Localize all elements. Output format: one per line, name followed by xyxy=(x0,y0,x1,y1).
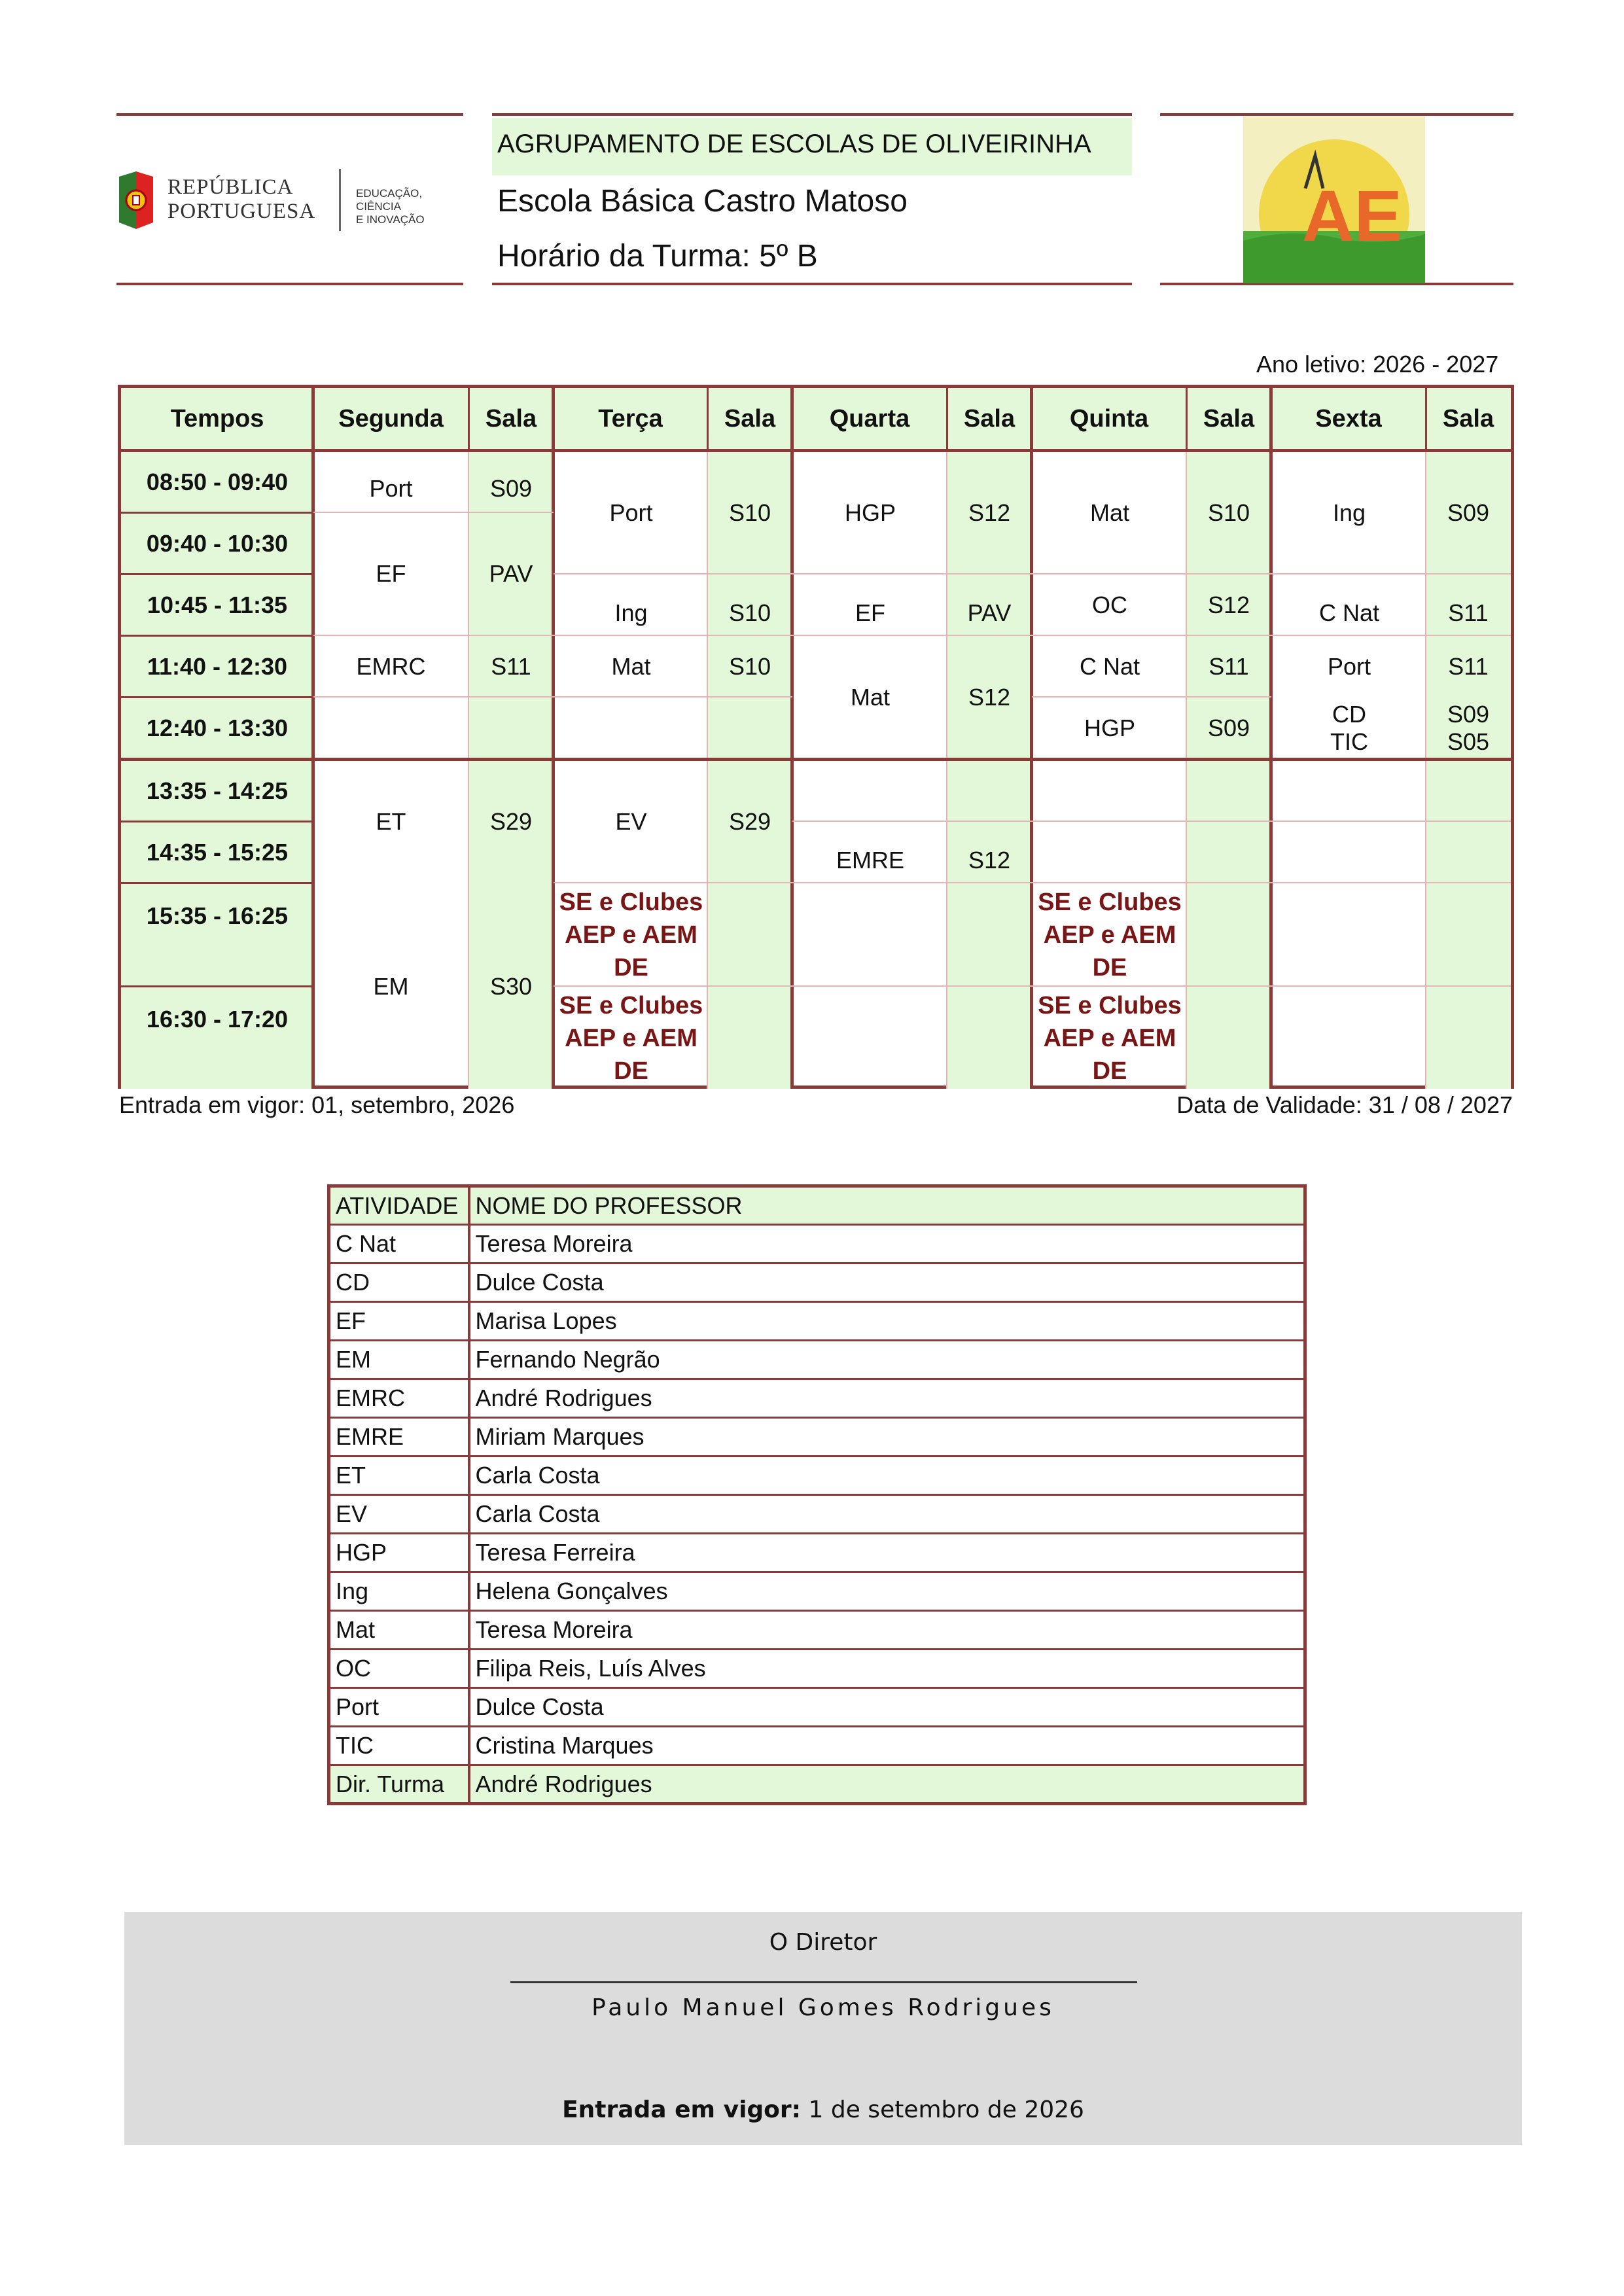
time-slot: 16:30 - 17:20 xyxy=(121,987,313,1089)
time-slot: 08:50 - 09:40 xyxy=(121,452,313,512)
activity-cell xyxy=(555,987,707,1089)
republica-portuguesa-logo xyxy=(116,164,463,236)
class-cell: ET xyxy=(376,807,406,835)
time-slot: 09:40 - 10:30 xyxy=(121,514,313,573)
school-logo-icon xyxy=(1243,116,1425,283)
activity-code: Port xyxy=(329,1688,469,1727)
entry-value: 1 de setembro de 2026 xyxy=(808,2096,1084,2123)
header-sala-5: Sala xyxy=(1426,388,1511,449)
rp-logo-line2: PORTUGUESA xyxy=(168,200,316,223)
activity-code: Ing xyxy=(329,1572,469,1611)
header-sala-3: Sala xyxy=(947,388,1032,449)
activity-line: AEP e AEM xyxy=(565,921,697,949)
table-row xyxy=(329,1263,1305,1302)
room-cell: S11 xyxy=(1448,652,1489,680)
teacher-name: Carla Costa xyxy=(469,1457,1305,1495)
activity-code: ET xyxy=(329,1457,469,1495)
class-cell: OC xyxy=(1092,591,1127,618)
class-cell: C Nat xyxy=(1079,652,1140,680)
table-row xyxy=(329,1688,1305,1727)
activity-line: SE e Clubes xyxy=(1038,991,1182,1019)
activity-code: EMRC xyxy=(329,1379,469,1418)
teacher-name: Helena Gonçalves xyxy=(469,1572,1305,1611)
header-sala-4: Sala xyxy=(1186,388,1271,449)
room-cell: S10 xyxy=(728,652,771,680)
activity-cell xyxy=(1033,884,1186,985)
table-header-row xyxy=(329,1186,1305,1225)
class-cell: Mat xyxy=(611,652,651,680)
entry-into-force-footer xyxy=(124,2096,1522,2123)
entry-into-force: Entrada em vigor: 01, setembro, 2026 xyxy=(119,1091,515,1118)
time-slot: 12:40 - 13:30 xyxy=(121,698,313,758)
class-cell: Mat xyxy=(1089,499,1129,526)
school-logo-text: AE xyxy=(1302,176,1402,256)
validity-date: Data de Validade: 31 / 08 / 2027 xyxy=(1176,1091,1513,1118)
table-row xyxy=(329,1302,1305,1341)
director-name: Paulo Manuel Gomes Rodrigues xyxy=(591,1994,1055,2021)
activity-code: EM xyxy=(329,1341,469,1379)
entry-label: Entrada em vigor: xyxy=(562,2096,802,2123)
header-sexta: Sexta xyxy=(1271,388,1426,449)
activity-code: Mat xyxy=(329,1611,469,1650)
director-name: André Rodrigues xyxy=(469,1765,1305,1804)
director-label: Dir. Turma xyxy=(329,1765,469,1804)
table-row xyxy=(329,1418,1305,1457)
room-cell: S10 xyxy=(728,599,771,626)
activity-line: AEP e AEM xyxy=(1043,1024,1176,1052)
activity-line: AEP e AEM xyxy=(1043,921,1176,949)
room-cell: S11 xyxy=(1209,652,1249,680)
room-cell: S10 xyxy=(1207,499,1250,526)
teacher-name: André Rodrigues xyxy=(469,1379,1305,1418)
class-line: CD xyxy=(1332,700,1366,728)
activity-line: DE xyxy=(1092,1057,1127,1085)
school-logo xyxy=(1243,116,1425,283)
school-name: Escola Básica Castro Matoso xyxy=(497,184,908,219)
header-activity: ATIVIDADE xyxy=(329,1186,469,1225)
class-cell: C Nat xyxy=(1318,599,1380,626)
room-cell: S30 xyxy=(489,972,533,1000)
room-cell: S29 xyxy=(728,807,771,835)
header-rule xyxy=(1160,113,1513,116)
class-cell: Port xyxy=(369,474,413,502)
teacher-name: Teresa Moreira xyxy=(469,1611,1305,1650)
class-cell: Ing xyxy=(614,599,648,626)
rp-logo-text xyxy=(168,175,315,224)
activity-line: AEP e AEM xyxy=(565,1024,697,1052)
header-rule xyxy=(116,113,463,116)
table-row xyxy=(329,1611,1305,1650)
activity-code: EV xyxy=(329,1495,469,1534)
activity-line: DE xyxy=(1092,953,1127,981)
header-quarta: Quarta xyxy=(792,388,947,449)
teacher-name: Cristina Marques xyxy=(469,1727,1305,1765)
room-cell: S12 xyxy=(1207,591,1250,618)
rp-logo-separator xyxy=(339,169,341,231)
table-row xyxy=(329,1379,1305,1418)
table-row xyxy=(329,1495,1305,1534)
room-cell xyxy=(1426,698,1511,758)
table-row xyxy=(329,1727,1305,1765)
activity-code: CD xyxy=(329,1263,469,1302)
class-cell: EMRE xyxy=(836,846,904,874)
table-row xyxy=(329,1572,1305,1611)
activity-cell xyxy=(555,884,707,985)
table-row xyxy=(329,1341,1305,1379)
header-terca: Terça xyxy=(554,388,707,449)
class-cell: EV xyxy=(615,807,647,835)
table-row xyxy=(329,1457,1305,1495)
time-slot: 15:35 - 16:25 xyxy=(121,884,313,985)
room-cell: S09 xyxy=(1447,499,1490,526)
activity-code: C Nat xyxy=(329,1225,469,1263)
activity-line: SE e Clubes xyxy=(559,888,703,916)
group-name: AGRUPAMENTO DE ESCOLAS DE OLIVEIRINHA xyxy=(497,130,1091,158)
room-cell: S10 xyxy=(728,499,771,526)
class-cell: Ing xyxy=(1332,499,1366,526)
time-slot: 10:45 - 11:35 xyxy=(121,575,313,635)
teacher-name: Carla Costa xyxy=(469,1495,1305,1534)
header-rule xyxy=(492,283,1132,285)
activity-code: HGP xyxy=(329,1534,469,1572)
time-slot: 14:35 - 15:25 xyxy=(121,822,313,882)
header-sala-2: Sala xyxy=(707,388,792,449)
teacher-name: Dulce Costa xyxy=(469,1263,1305,1302)
class-cell: Port xyxy=(609,499,653,526)
activity-line: SE e Clubes xyxy=(1038,888,1182,916)
header-rule xyxy=(492,113,1132,116)
room-cell: S12 xyxy=(968,499,1011,526)
activity-code: EMRE xyxy=(329,1418,469,1457)
class-cell: EMRC xyxy=(356,652,426,680)
header-quinta: Quinta xyxy=(1032,388,1186,449)
class-cell: HGP xyxy=(844,499,896,526)
director-role: O Diretor xyxy=(769,1929,877,1956)
activity-line: SE e Clubes xyxy=(559,991,703,1019)
activity-code: OC xyxy=(329,1650,469,1688)
teacher-name: Teresa Ferreira xyxy=(469,1534,1305,1572)
activity-line: DE xyxy=(614,1057,648,1085)
signature-block xyxy=(124,1912,1522,2145)
teacher-name: Miriam Marques xyxy=(469,1418,1305,1457)
teacher-name: Teresa Moreira xyxy=(469,1225,1305,1263)
signature-line xyxy=(510,1981,1137,1983)
rp-logo-subtitle xyxy=(356,187,463,226)
director-row xyxy=(329,1765,1305,1804)
time-slot: 11:40 - 12:30 xyxy=(121,637,313,696)
teacher-name: Fernando Negrão xyxy=(469,1341,1305,1379)
class-cell: Port xyxy=(1327,652,1371,680)
header-segunda: Segunda xyxy=(313,388,468,449)
schedule-table xyxy=(118,385,1514,1089)
room-cell: S11 xyxy=(1448,599,1489,626)
class-cell: EF xyxy=(376,560,406,587)
teachers-table xyxy=(327,1184,1307,1805)
class-cell: EF xyxy=(855,599,885,626)
room-line: S09 xyxy=(1447,700,1490,728)
header-teacher-name: NOME DO PROFESSOR xyxy=(469,1186,1305,1225)
class-cell: Mat xyxy=(850,683,890,711)
room-cell: S09 xyxy=(489,474,533,502)
table-row xyxy=(329,1225,1305,1263)
header-sala-1: Sala xyxy=(468,388,554,449)
room-cell: PAV xyxy=(967,599,1012,626)
room-cell: S12 xyxy=(968,846,1011,874)
class-cell: HGP xyxy=(1084,714,1135,741)
room-cell: S09 xyxy=(1207,714,1250,741)
class-cell xyxy=(1273,698,1426,758)
room-cell: S29 xyxy=(489,807,533,835)
room-cell: S11 xyxy=(491,652,531,680)
rp-logo-sub1: EDUCAÇÃO, CIÊNCIA xyxy=(356,187,423,213)
room-cell: S12 xyxy=(968,683,1011,711)
teacher-name: Dulce Costa xyxy=(469,1688,1305,1727)
activity-line: DE xyxy=(614,953,648,981)
table-row xyxy=(329,1650,1305,1688)
header-rule xyxy=(116,283,463,285)
teacher-name: Marisa Lopes xyxy=(469,1302,1305,1341)
class-title: Horário da Turma: 5º B xyxy=(497,239,818,274)
room-cell: PAV xyxy=(489,560,533,587)
school-year: Ano letivo: 2026 - 2027 xyxy=(1256,351,1499,378)
portugal-flag-icon xyxy=(116,171,154,229)
rp-logo-sub2: E INOVAÇÃO xyxy=(356,213,425,226)
table-row xyxy=(329,1534,1305,1572)
rp-logo-line1: REPÚBLICA xyxy=(168,175,294,199)
activity-code: EF xyxy=(329,1302,469,1341)
activity-code: TIC xyxy=(329,1727,469,1765)
time-slot: 13:35 - 14:25 xyxy=(121,761,313,821)
room-line: S05 xyxy=(1447,728,1490,755)
header-tempos: Tempos xyxy=(121,388,313,449)
teacher-name: Filipa Reis, Luís Alves xyxy=(469,1650,1305,1688)
class-cell: EM xyxy=(373,972,409,1000)
class-line: TIC xyxy=(1330,728,1368,755)
activity-cell xyxy=(1033,987,1186,1089)
